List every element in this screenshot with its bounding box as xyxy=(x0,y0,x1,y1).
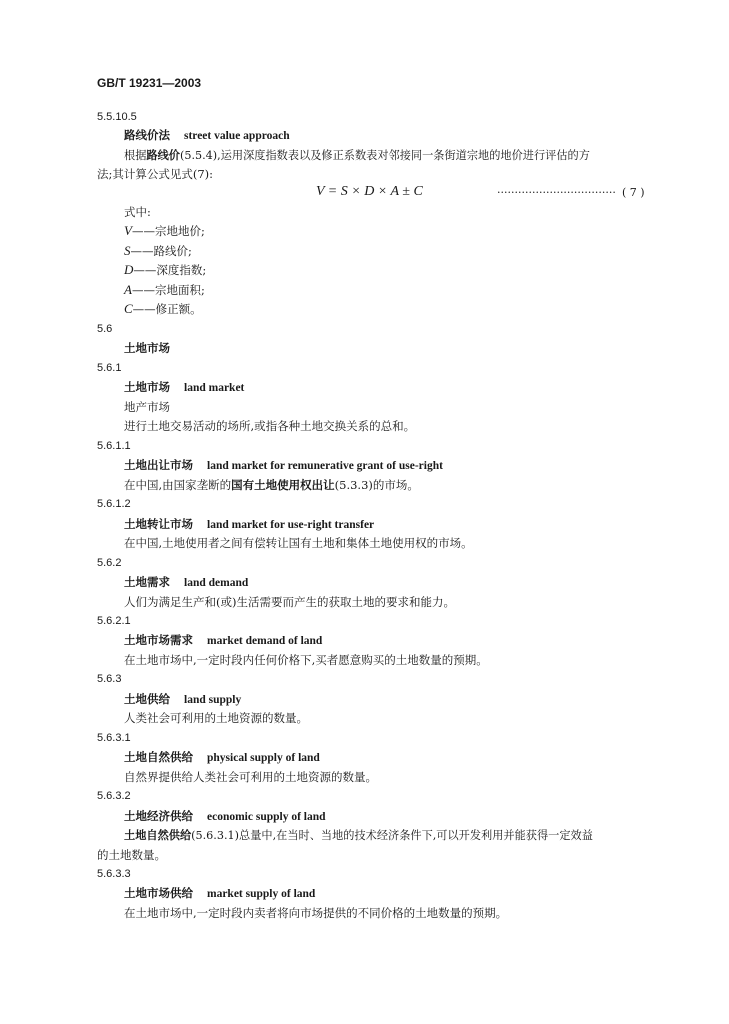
synonym: 地产市场 xyxy=(124,400,170,414)
clause-number-5-6-2: 5.6.2 xyxy=(97,557,122,569)
variable-description: ——修正额。 xyxy=(132,302,202,316)
term-physical-supply xyxy=(124,750,320,765)
term-cn: 土地市场 xyxy=(124,380,170,394)
formula-7: V = S × D × A ± C xyxy=(316,184,423,199)
def-term-ref: 路线价 xyxy=(146,148,180,162)
term-cn: 土地自然供给 xyxy=(124,750,193,764)
variable-symbol: S xyxy=(124,243,131,258)
def-text: 在中国,由国家垄断的 xyxy=(124,478,232,492)
clause-number-5-6-3-2: 5.6.3.2 xyxy=(97,790,131,802)
where-label: 式中: xyxy=(124,205,151,219)
definition-line xyxy=(124,148,590,163)
term-en: physical supply of land xyxy=(207,752,320,764)
standard-code-header: GB/T 19231—2003 xyxy=(97,76,202,90)
definition: 进行土地交易活动的场所,或指各种土地交换关系的总和。 xyxy=(124,419,416,433)
clause-number-5-6-1-1: 5.6.1.1 xyxy=(97,440,131,452)
definition xyxy=(124,478,419,492)
term-en: market supply of land xyxy=(207,888,316,900)
variable-description: ——宗地地价; xyxy=(131,224,205,238)
clause-number-5-6: 5.6 xyxy=(97,323,113,335)
section-title: 土地市场 xyxy=(124,341,170,355)
term-street-value-approach xyxy=(124,128,290,143)
variable-description: ——路线价; xyxy=(130,244,192,258)
def-text: (5.6.3.1)总量中,在当时、当地的技术经济条件下,可以开发利用并能获得一定效益 xyxy=(191,829,593,842)
variable-symbol: D xyxy=(124,262,134,277)
formula-number: ( 7 ) xyxy=(622,186,645,199)
term-cn: 土地需求 xyxy=(124,575,170,589)
term-en: land market xyxy=(184,382,245,394)
term-economic-supply xyxy=(124,809,326,824)
term-land-market-grant xyxy=(124,458,443,473)
variable-symbol: V xyxy=(124,223,132,238)
variable-definition xyxy=(124,302,202,316)
clause-number-5-6-3-3: 5.6.3.3 xyxy=(97,868,131,880)
term-en: land market for use-right transfer xyxy=(207,519,375,531)
definition: 人们为满足生产和(或)生活需要而产生的获取土地的要求和能力。 xyxy=(124,595,455,609)
definition-line: 的土地数量。 xyxy=(97,848,166,862)
term-cn: 路线价法 xyxy=(124,128,170,142)
clause-number-5-6-1-2: 5.6.1.2 xyxy=(97,498,131,510)
term-cn: 土地市场需求 xyxy=(124,633,193,647)
term-en: market demand of land xyxy=(207,635,323,647)
variable-definition xyxy=(124,283,205,297)
term-cn: 土地市场供给 xyxy=(124,886,193,900)
term-en: land demand xyxy=(184,577,249,589)
definition: 人类社会可利用的土地资源的数量。 xyxy=(124,711,308,725)
term-cn: 土地转让市场 xyxy=(124,517,193,531)
clause-number-5-6-1: 5.6.1 xyxy=(97,362,122,374)
def-text: (5.3.3)的市场。 xyxy=(334,478,419,492)
term-en: land supply xyxy=(184,694,242,706)
term-cn: 土地出让市场 xyxy=(124,458,193,472)
variable-definition xyxy=(124,263,206,277)
definition: 在中国,土地使用者之间有偿转让国有土地和集体土地使用权的市场。 xyxy=(124,536,473,550)
term-market-supply xyxy=(124,886,315,901)
term-land-market-transfer xyxy=(124,517,374,532)
clause-number-5-6-3-1: 5.6.3.1 xyxy=(97,732,131,744)
term-en: street value approach xyxy=(184,130,290,142)
variable-description: ——深度指数; xyxy=(133,263,207,277)
term-land-demand xyxy=(124,575,248,590)
formula-leader-dots: ·································· xyxy=(497,186,616,199)
variable-description: ——宗地面积; xyxy=(131,283,205,297)
clause-number-5-5-10-5: 5.5.10.5 xyxy=(97,111,137,123)
term-en: land market for remunerative grant of use-right xyxy=(207,460,443,472)
def-term-ref: 国有土地使用权出让 xyxy=(231,478,335,492)
clause-number-5-6-2-1: 5.6.2.1 xyxy=(97,615,131,627)
clause-number-5-6-3: 5.6.3 xyxy=(97,673,122,685)
term-market-demand xyxy=(124,633,322,648)
term-land-market xyxy=(124,380,244,395)
term-land-supply xyxy=(124,692,241,707)
definition-line xyxy=(124,828,593,843)
definition-line: 法;其计算公式见式(7): xyxy=(97,167,214,181)
variable-definition xyxy=(124,244,192,258)
term-en: economic supply of land xyxy=(207,811,326,823)
variable-symbol: C xyxy=(124,301,133,316)
def-text: 根据 xyxy=(124,149,147,162)
definition: 自然界提供给人类社会可利用的土地资源的数量。 xyxy=(124,770,377,784)
def-term-ref: 土地自然供给 xyxy=(124,828,192,842)
def-text: (5.5.4),运用深度指数表以及修正系数表对邻接同一条街道宗地的地价进行评估的方 xyxy=(179,149,590,162)
term-cn: 土地经济供给 xyxy=(124,809,193,823)
term-cn: 土地供给 xyxy=(124,692,170,706)
variable-symbol: A xyxy=(124,282,132,297)
definition: 在土地市场中,一定时段内任何价格下,买者愿意购买的土地数量的预期。 xyxy=(124,653,488,667)
variable-definition xyxy=(124,224,205,238)
definition: 在土地市场中,一定时段内卖者将向市场提供的不同价格的土地数量的预期。 xyxy=(124,906,508,920)
